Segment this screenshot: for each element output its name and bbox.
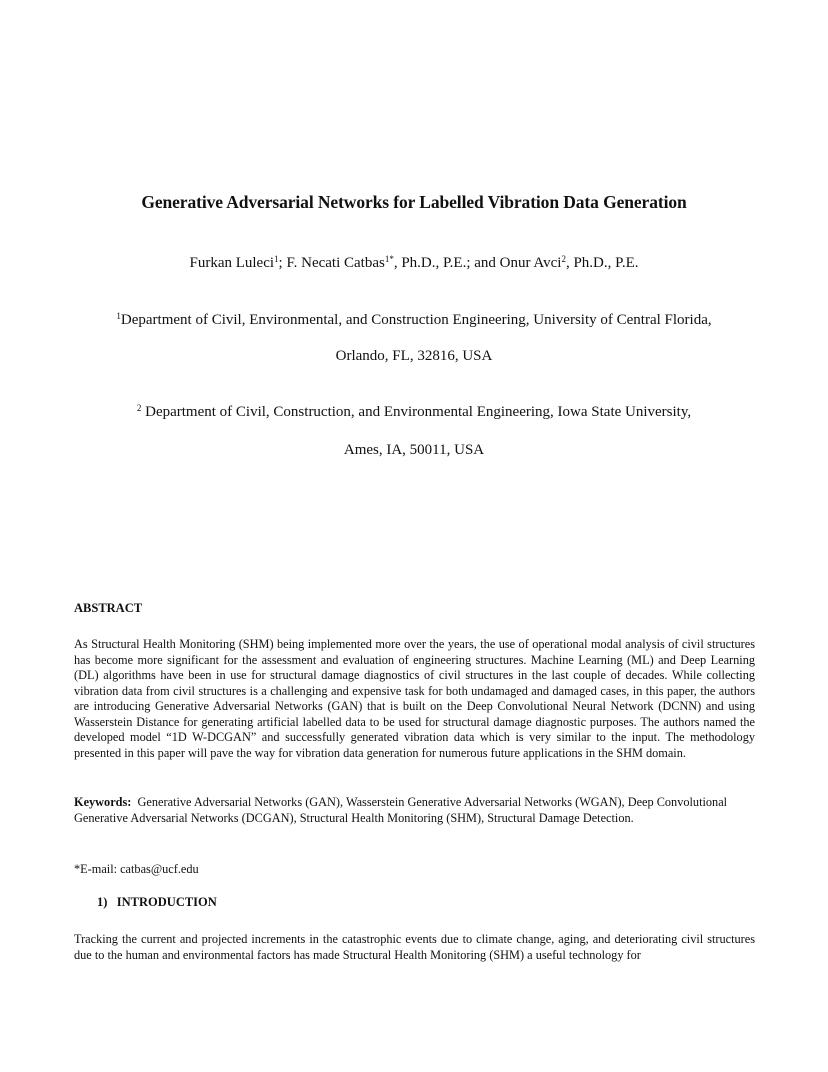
introduction-paragraph: Tracking the current and projected increments in the catastrophic events due to climate change, aging, and deteriorating civil structures due to the human and environmental factors has made Structural Health Monitoring (SHM) a useful technology for <box>74 932 755 962</box>
paper-title: Generative Adversarial Networks for Labelled Vibration Data Generation <box>141 192 687 212</box>
affiliation-marker: 2 <box>561 254 566 265</box>
author-name: , Ph.D., P.E.; and Onur Avci <box>393 255 562 271</box>
introduction-heading: 1) INTRODUCTION <box>97 895 217 909</box>
affiliation-text: Department of Civil, Environmental, and Construction Engineering, University of Central Florida, <box>120 312 712 328</box>
affiliation-marker: 2 <box>136 403 142 414</box>
affiliation-1 <box>0 312 828 329</box>
keywords-text: Generative Adversarial Networks (GAN), Wasserstein Generative Adversarial Networks (WGAN), Deep Convolutional Generative Adversarial Networks (DCGAN), Structural Health Monitoring (SHM), Structural Damage Detection. <box>74 795 731 825</box>
author-name: ; F. Necati Catbas <box>278 255 385 271</box>
affiliation-marker: 1 <box>274 254 279 265</box>
author-credentials: , Ph.D., P.E. <box>565 255 639 271</box>
author-name: Furkan Luleci <box>189 255 275 271</box>
keywords-label: Keywords: <box>74 795 132 809</box>
affiliation-marker: 1* <box>384 254 394 265</box>
abstract-paragraph: As Structural Health Monitoring (SHM) being implemented more over the years, the use of operational modal analysis of civil structures has become more significant for the assessment and evaluation of engineering structures. Machine Learning (ML) and Deep Learning (DL) algorithms have been in use for structural damage diagnostics of civil structures in the last couple of decades. While collecting vibration data from civil structures is a challenging and expensive task for both undamaged and damaged cases, in this paper, the authors are introducing Generative Adversarial Networks (GAN) that is built on the Deep Convolutional Neural Network (DCNN) and using Wasserstein Distance for generating artificial labelled data to be used for structural damage diagnostic purposes. The authors named the developed model “1D W-DCGAN” and successfully generated vibration data which is very similar to the input. The methodology presented in this paper will pave the way for vibration data generation for numerous future applications in the SHM domain. <box>74 637 755 760</box>
abstract-heading: ABSTRACT <box>74 601 143 615</box>
affiliation-1-address: Orlando, FL, 32816, USA <box>335 348 493 364</box>
keywords <box>74 795 755 826</box>
corresponding-email: *E-mail: catbas@ucf.edu <box>74 862 199 876</box>
affiliation-marker: 1 <box>116 311 121 322</box>
affiliation-2-address: Ames, IA, 50011, USA <box>343 442 485 458</box>
affiliation-text: Department of Civil, Construction, and Environmental Engineering, Iowa State University, <box>141 404 692 420</box>
author-list <box>0 255 828 272</box>
affiliation-2 <box>0 404 828 421</box>
